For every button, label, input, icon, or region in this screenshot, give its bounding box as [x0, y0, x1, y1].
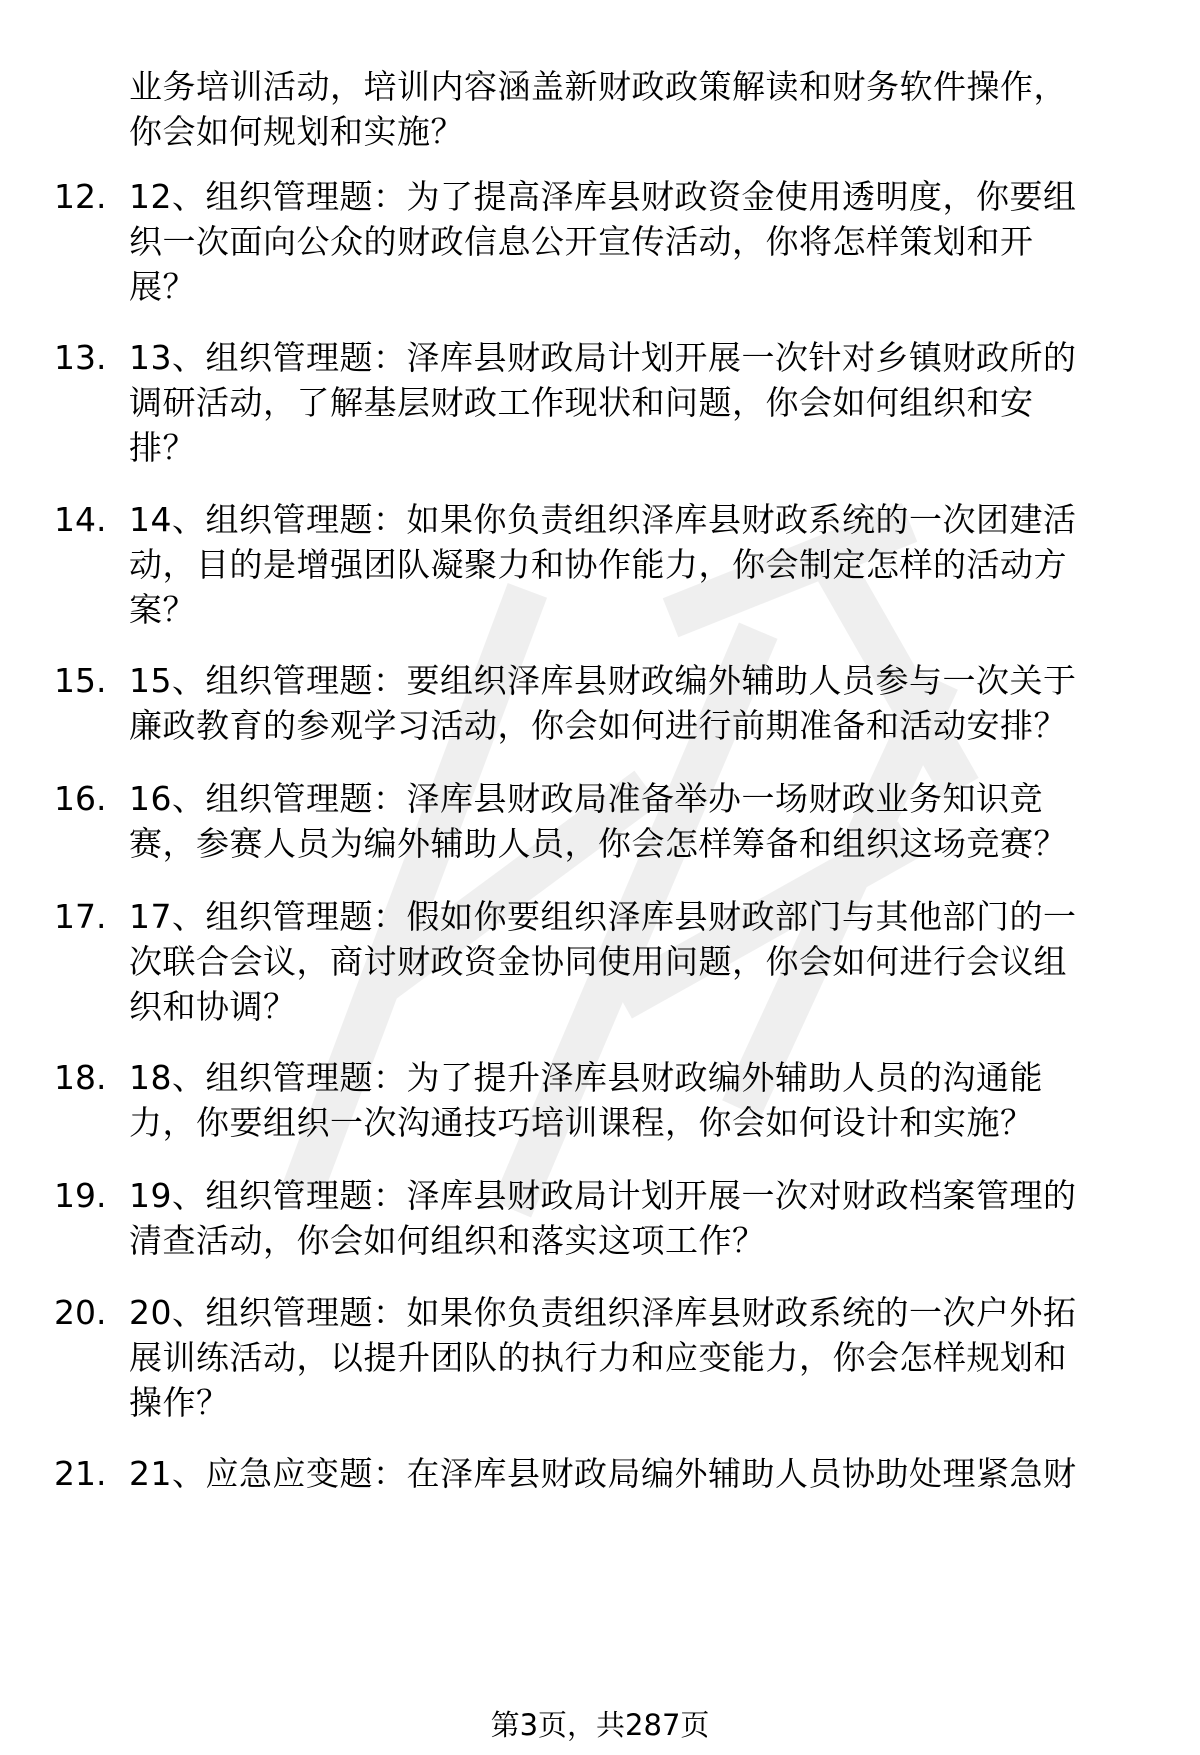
continued-question-text	[129, 64, 1149, 154]
list-number: 12.	[54, 177, 107, 216]
list-number: 14.	[54, 500, 107, 539]
question-text	[129, 894, 1149, 1029]
text-line: 展？	[129, 267, 196, 306]
text-line: 你会如何规划和实施？	[129, 112, 464, 151]
text-line: 20、组织管理题：如果你负责组织泽库县财政系统的一次户外拓	[129, 1293, 1077, 1332]
text-line: 织和协调？	[129, 987, 297, 1026]
question-text	[129, 1055, 1149, 1145]
question-text	[129, 776, 1149, 866]
list-number: 19.	[54, 1176, 107, 1215]
text-line: 操作？	[129, 1383, 230, 1422]
text-line: 廉政教育的参观学习活动，你会如何进行前期准备和活动安排？	[129, 706, 1067, 745]
text-line: 调研活动，了解基层财政工作现状和问题，你会如何组织和安	[129, 383, 1034, 422]
list-number: 21.	[54, 1454, 107, 1493]
text-line: 展训练活动，以提升团队的执行力和应变能力，你会怎样规划和	[129, 1338, 1067, 1377]
text-line: 12、组织管理题：为了提高泽库县财政资金使用透明度，你要组	[129, 177, 1077, 216]
list-number: 17.	[54, 897, 107, 936]
question-text	[129, 497, 1149, 632]
text-line: 18、组织管理题：为了提升泽库县财政编外辅助人员的沟通能	[129, 1058, 1043, 1097]
text-line: 17、组织管理题：假如你要组织泽库县财政部门与其他部门的一	[129, 897, 1077, 936]
question-text	[129, 1290, 1149, 1425]
text-line: 业务培训活动，培训内容涵盖新财政政策解读和财务软件操作，	[129, 67, 1067, 106]
text-line: 次联合会议，商讨财政资金协同使用问题，你会如何进行会议组	[129, 942, 1067, 981]
list-number: 15.	[54, 661, 107, 700]
question-text	[129, 658, 1149, 748]
text-line: 15、组织管理题：要组织泽库县财政编外辅助人员参与一次关于	[129, 661, 1077, 700]
text-line: 16、组织管理题：泽库县财政局准备举办一场财政业务知识竞	[129, 779, 1043, 818]
text-line: 案？	[129, 590, 196, 629]
list-number: 16.	[54, 779, 107, 818]
text-line: 力，你要组织一次沟通技巧培训课程，你会如何设计和实施？	[129, 1103, 1034, 1142]
list-number: 18.	[54, 1058, 107, 1097]
text-line: 清查活动，你会如何组织和落实这项工作？	[129, 1221, 766, 1260]
page-footer: 第3页，共287页	[490, 1708, 710, 1742]
text-line: 19、组织管理题：泽库县财政局计划开展一次对财政档案管理的	[129, 1176, 1077, 1215]
text-line: 赛，参赛人员为编外辅助人员，你会怎样筹备和组织这场竞赛？	[129, 824, 1067, 863]
question-text	[129, 335, 1149, 470]
list-number: 13.	[54, 338, 107, 377]
question-text	[129, 1451, 1149, 1496]
text-line: 13、组织管理题：泽库县财政局计划开展一次针对乡镇财政所的	[129, 338, 1077, 377]
text-line: 织一次面向公众的财政信息公开宣传活动，你将怎样策划和开	[129, 222, 1034, 261]
text-line: 动，目的是增强团队凝聚力和协作能力，你会制定怎样的活动方	[129, 545, 1067, 584]
question-text	[129, 174, 1149, 309]
text-line: 14、组织管理题：如果你负责组织泽库县财政系统的一次团建活	[129, 500, 1077, 539]
question-text	[129, 1173, 1149, 1263]
text-line: 21、应急应变题：在泽库县财政局编外辅助人员协助处理紧急财	[129, 1454, 1077, 1493]
list-number: 20.	[54, 1293, 107, 1332]
text-line: 排？	[129, 428, 196, 467]
